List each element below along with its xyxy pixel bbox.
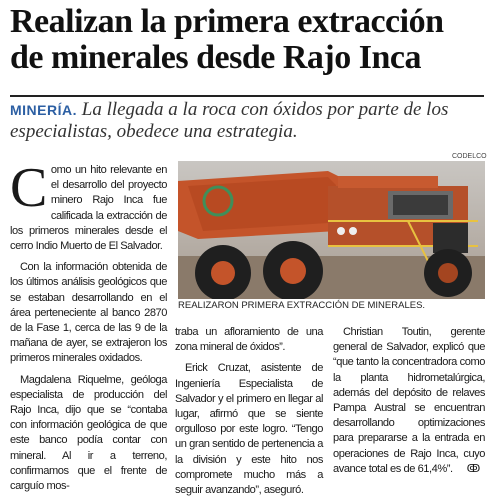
mining-truck-photo: [178, 161, 485, 299]
deck: [10, 99, 486, 143]
section-kicker: MINERÍA.: [10, 102, 77, 118]
paragraph: Magdalena Riquelme, geóloga especialista de producción del Rajo Inca, dijo que se “contaba con información geológica de que este banco podía contar con mineral. Al ir a terreno, confirmamos que el frente de carguío mos-: [10, 373, 167, 493]
deck-text: La llegada a la roca con óxidos por parte de los especialistas, obedece una estrategia.: [10, 99, 449, 142]
paragraph: Como un hito relevante en el desarrollo del proyecto minero Rajo Inca fue calificada la extracción de los primeros minerales desde el cerro Indio Muerto de El Salvador.: [10, 157, 167, 253]
drop-cap: C: [10, 157, 47, 219]
paragraph: Erick Cruzat, asistente de Ingeniería Especialista de Salvador y el primero en llegar al lugar, afirmó que se siente orgulloso por este logro. “Tengo un gran sentido de pertenencia a la división y este hito nos compromete mucho más a seguir avanzando”, aseguró.: [175, 362, 323, 497]
paragraph: Con la información obtenida de los últimos análisis geológicos que se estaban desarrollando en el área perteneciente al banco 2870 de la Fase 1, cerca de las 9 de la mañana de ayer, se extrajeron los primeros minerales oxidados.: [10, 261, 167, 365]
photo-credit: CODELCO: [452, 153, 487, 160]
headline-line-1: Realizan la primera extracción: [10, 3, 444, 40]
article-column-2: [175, 325, 323, 504]
headline-line-2: de minerales desde Rajo Inca: [10, 39, 421, 76]
truck-illustration: [178, 161, 485, 299]
paragraph: Christian Toutin, gerente general de Salvador, explicó que “que tanto la concentradora como la planta hidrometalúrgica, además del depósito de relaves Pampa Austral se encuentran desarrollando optimizaciones para prepararse a la entrada en operaciones de Rajo Inca, cuyo avance total es de 61,4%”. ↂ: [333, 325, 485, 477]
article-column-1: [10, 157, 167, 500]
end-mark-icon: ↂ: [466, 462, 480, 475]
headline: [10, 4, 486, 76]
article-column-3: [333, 325, 485, 483]
headline-rule: [10, 95, 484, 97]
photo-caption: REALIZARON PRIMERA EXTRACCIÓN DE MINERALES.: [178, 300, 426, 311]
paragraph: traba un afloramiento de una zona mineral de óxidos”.: [175, 326, 323, 354]
